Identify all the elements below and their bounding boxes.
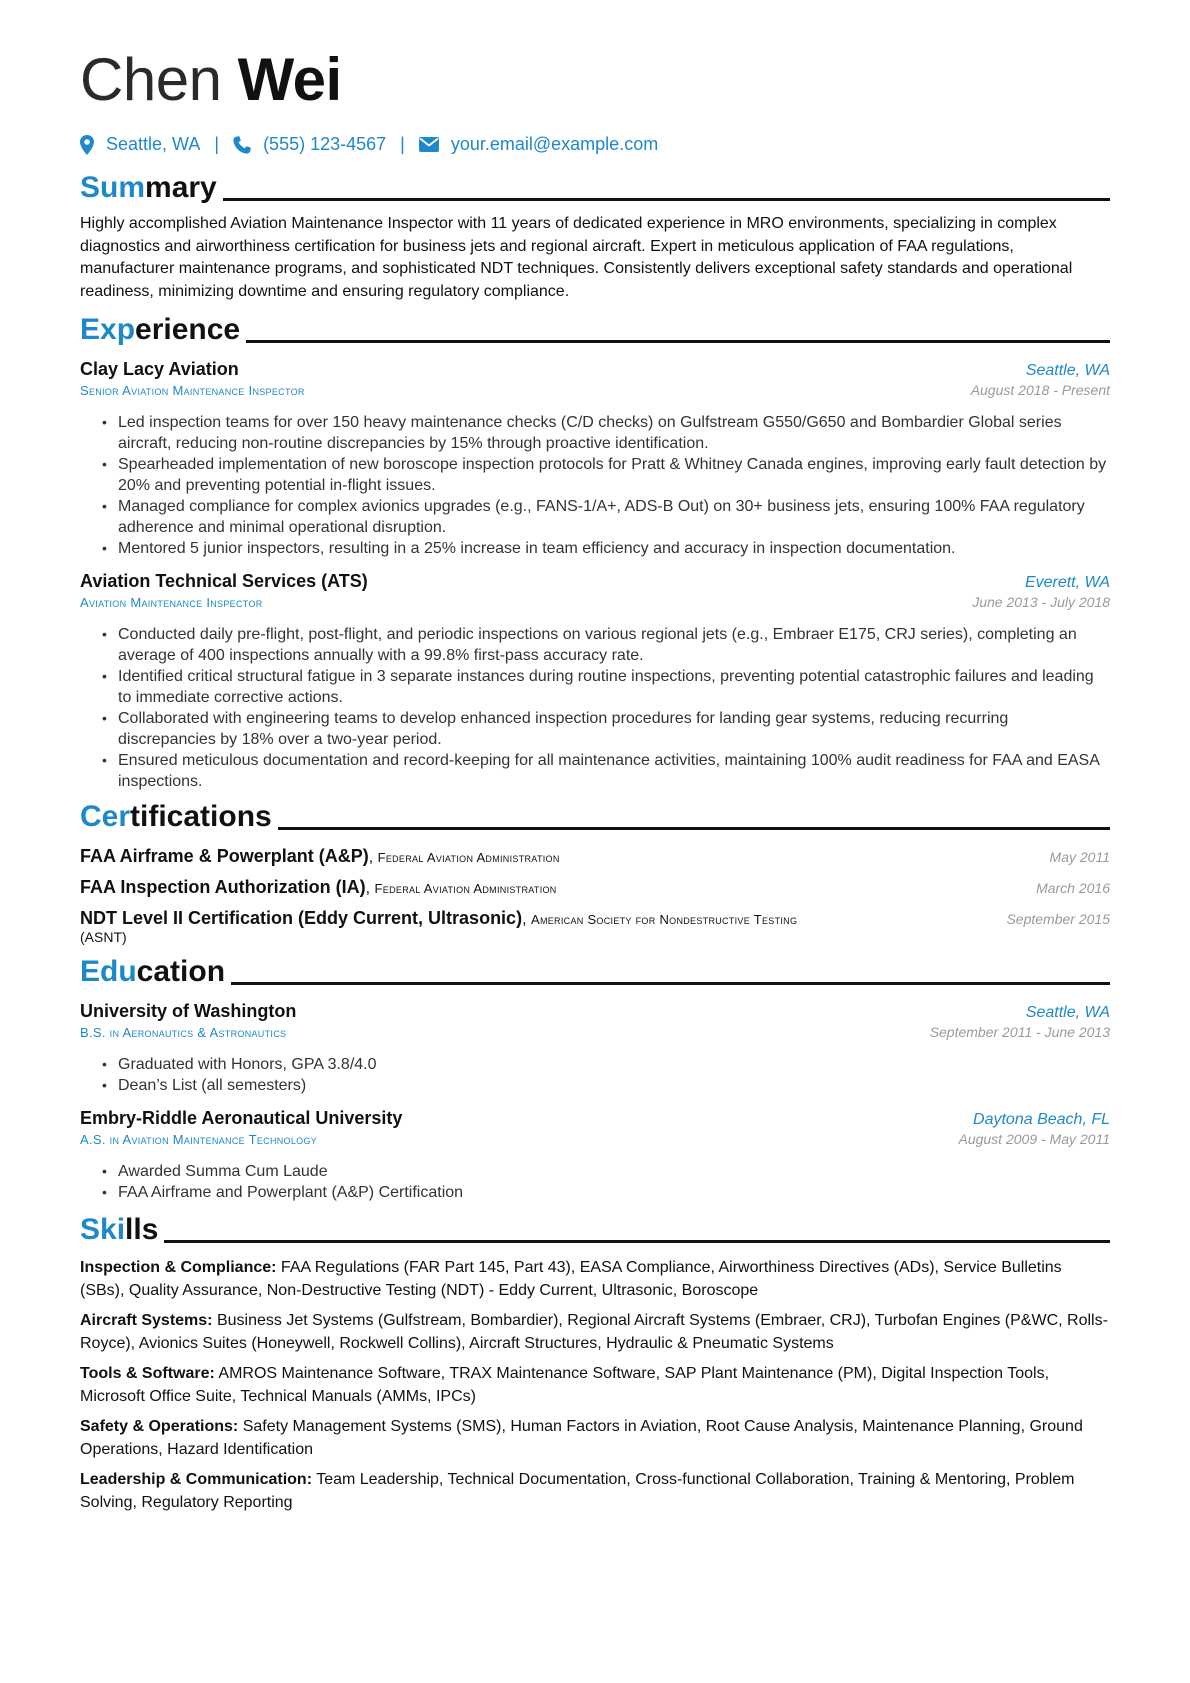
employer-location: Everett, WA (1024, 574, 1110, 591)
envelope-icon (419, 137, 439, 152)
section-rule (223, 198, 1110, 201)
contact-bar (80, 134, 1110, 155)
school-name: Embry-Riddle Aeronautical University (80, 1108, 403, 1128)
section-title-certifications (80, 798, 1110, 836)
education-bullets (80, 1161, 1110, 1203)
section-title-accent: Exp (80, 313, 136, 346)
phone-icon (233, 136, 251, 154)
contact-location (80, 134, 200, 155)
section-title-rest: mary (145, 171, 217, 204)
section-title-rest: cation (136, 955, 226, 988)
certification-item: FAA Inspection Authorization (IA), Federal Aviation Administration March 2016 (80, 877, 1110, 897)
job-title: Aviation Maintenance Inspector (80, 595, 263, 610)
certification-issuer: Federal Aviation Administration (374, 881, 557, 896)
degree: A.S. in Aviation Maintenance Technology (80, 1132, 318, 1147)
job-dates: August 2018 - Present (970, 382, 1110, 398)
education-dates: September 2011 - June 2013 (929, 1024, 1110, 1040)
contact-separator: | (214, 134, 220, 154)
degree: B.S. in Aeronautics & Astronautics (80, 1025, 287, 1040)
section-rule (231, 982, 1110, 985)
skill-group-text: Business Jet Systems (Gulfstream, Bombardier), Regional Aircraft Systems (Embraer, CRJ), Turbofan Engines (P&WC, Rolls-Royce), Avionics Suites (Honeywell, Rockwell Collins), Aircraft Structures, Hydraulic & Pneumatic Systems (80, 1312, 1108, 1352)
school-name: University of Washington (80, 1001, 297, 1021)
school-location: Seattle, WA (1025, 1004, 1110, 1021)
job-bullets (80, 624, 1110, 792)
experience-section (80, 311, 1110, 792)
candidate-name (80, 44, 1110, 116)
job-bullets (80, 412, 1110, 559)
contact-email[interactable] (419, 134, 658, 155)
list-item: • Mentored 5 junior inspectors, resulting in a 25% increase in team efficiency and accuracy in inspection documentation. (102, 538, 1110, 559)
education-dates: August 2009 - May 2011 (958, 1131, 1110, 1147)
skill-group (80, 1416, 1110, 1461)
section-title-education (80, 953, 1110, 991)
certification-item: FAA Airframe & Powerplant (A&P), Federal Aviation Administration May 2011 (80, 846, 1110, 866)
education-bullets (80, 1054, 1110, 1096)
section-title-experience (80, 311, 1110, 349)
skill-group-text: Team Leadership, Technical Documentation, Cross-functional Collaboration, Training & Mentoring, Problem Solving, Regulatory Reporting (80, 1471, 1075, 1511)
job-title: Senior Aviation Maintenance Inspector (80, 383, 305, 398)
list-item: • Graduated with Honors, GPA 3.8/4.0 (102, 1054, 1110, 1075)
certification-issuer-abbr: (ASNT) (80, 929, 127, 945)
education-section (80, 953, 1110, 1203)
certification-date: March 2016 (1036, 880, 1110, 896)
section-title-accent: Cer (80, 800, 131, 833)
section-rule (246, 340, 1110, 343)
certifications-section (80, 798, 1110, 945)
list-item: • Spearheaded implementation of new boroscope inspection protocols for Pratt & Whitney Canada engines, improving early fault detection by 20% and preventing potential in-flight issues. (102, 454, 1110, 496)
certification-date: May 2011 (1049, 849, 1110, 865)
skill-group-label: Aircraft Systems: (80, 1312, 213, 1329)
section-rule (278, 827, 1110, 830)
last-name: Wei (237, 46, 342, 113)
list-item: • Conducted daily pre-flight, post-flight, and periodic inspections on various regional jets (e.g., Embraer E175, CRJ series), completing an average of 400 inspections annually with a 99.8% first-pass accuracy rate. (102, 624, 1110, 666)
job-dates: June 2013 - July 2018 (972, 594, 1110, 610)
section-title-rest: lls (125, 1213, 159, 1246)
education-entry (80, 1108, 1110, 1203)
skill-group-text: Safety Management Systems (SMS), Human Factors in Aviation, Root Cause Analysis, Maintenance Planning, Ground Operations, Hazard Identification (80, 1418, 1083, 1458)
section-title-accent: Edu (80, 955, 137, 988)
list-item: • Managed compliance for complex avionics upgrades (e.g., FANS-1/A+, ADS-B Out) on 30+ business jets, ensuring 100% FAA regulatory adherence and minimal operational disruption. (102, 496, 1110, 538)
list-item: • Collaborated with engineering teams to develop enhanced inspection procedures for landing gear systems, reducing recurring discrepancies by 18% over a two-year period. (102, 708, 1110, 750)
employer-name: Aviation Technical Services (ATS) (80, 571, 368, 591)
certification-issuer: Federal Aviation Administration (377, 850, 560, 865)
skill-group-label: Tools & Software: (80, 1365, 215, 1382)
skills-section (80, 1211, 1110, 1514)
map-pin-icon (80, 135, 94, 155)
skill-group-label: Safety & Operations: (80, 1418, 239, 1435)
section-title-skills (80, 1211, 1110, 1249)
employer-location: Seattle, WA (1025, 362, 1110, 379)
school-location: Daytona Beach, FL (973, 1111, 1110, 1128)
skill-group-text: AMROS Maintenance Software, TRAX Maintenance Software, SAP Plant Maintenance (PM), Digital Inspection Tools, Microsoft Office Suite, Technical Manuals (AMMs, IPCs) (80, 1365, 1050, 1405)
location-text: Seattle, WA (106, 134, 201, 154)
section-title-rest: erience (135, 313, 241, 346)
education-entry (80, 1001, 1110, 1096)
list-item: • Ensured meticulous documentation and record-keeping for all maintenance activities, maintaining 100% audit readiness for FAA and EASA inspections. (102, 750, 1110, 792)
experience-entry (80, 571, 1110, 792)
email-link[interactable]: your.email@example.com (450, 134, 659, 154)
section-rule (164, 1240, 1110, 1243)
employer-name: Clay Lacy Aviation (80, 359, 239, 379)
list-item: • Dean’s List (all semesters) (102, 1075, 1110, 1096)
list-item: • Awarded Summa Cum Laude (102, 1161, 1110, 1182)
skill-group-text: FAA Regulations (FAR Part 145, Part 43), EASA Compliance, Airworthiness Directives (ADs), Service Bulletins (SBs), Quality Assurance, Non-Destructive Testing (NDT) - Eddy Current, Ultrasonic, Boroscope (80, 1259, 1062, 1299)
summary-text: Highly accomplished Aviation Maintenance Inspector with 11 years of dedicated experience in MRO environments, specializing in complex diagnostics and airworthiness certification for business jets and regional aircraft. Expert in meticulous application of FAA regulations, manufacturer maintenance programs, and sophisticated NDT techniques. Consistently delivers exceptional safety standards and operational readiness, minimizing downtime and ensuring regulatory compliance. (80, 215, 1073, 300)
certification-issuer: American Society for Nondestructive Testing (530, 912, 798, 927)
list-item: • Led inspection teams for over 150 heavy maintenance checks (C/D checks) on Gulfstream G550/G650 and Bombardier Global series aircraft, reducing non-routine discrepancies by 15% through proactive identification. (102, 412, 1110, 454)
contact-separator: | (400, 134, 405, 154)
skill-group-label: Leadership & Communication: (80, 1471, 313, 1488)
section-title-accent: Ski (80, 1213, 126, 1246)
section-title-accent: Sum (80, 171, 146, 204)
experience-entry (80, 359, 1110, 559)
section-title-summary (80, 169, 1110, 207)
skill-group (80, 1469, 1110, 1514)
list-item: • Identified critical structural fatigue in 3 separate instances during routine inspections, preventing potential catastrophic failures and leading to immediate corrective actions. (102, 666, 1110, 708)
contact-phone[interactable] (233, 134, 386, 155)
skill-group-label: Inspection & Compliance: (80, 1259, 277, 1276)
first-name: Chen (80, 46, 222, 113)
section-title-rest: tifications (130, 800, 272, 833)
summary-section (80, 169, 1110, 303)
certification-item: NDT Level II Certification (Eddy Current, Ultrasonic), American Society for Nondestructive Testing (ASNT) September 2015 (80, 908, 1110, 945)
certification-title: FAA Inspection Authorization (IA) (80, 877, 366, 897)
skill-group (80, 1257, 1110, 1302)
skill-group (80, 1310, 1110, 1355)
certification-title: NDT Level II Certification (Eddy Current, Ultrasonic) (80, 908, 523, 928)
list-item: • FAA Airframe and Powerplant (A&P) Certification (102, 1182, 1110, 1203)
phone-text[interactable]: (555) 123-4567 (263, 134, 387, 154)
certification-date: September 2015 (1006, 911, 1110, 927)
skill-group (80, 1363, 1110, 1408)
certification-title: FAA Airframe & Powerplant (A&P) (80, 846, 369, 866)
